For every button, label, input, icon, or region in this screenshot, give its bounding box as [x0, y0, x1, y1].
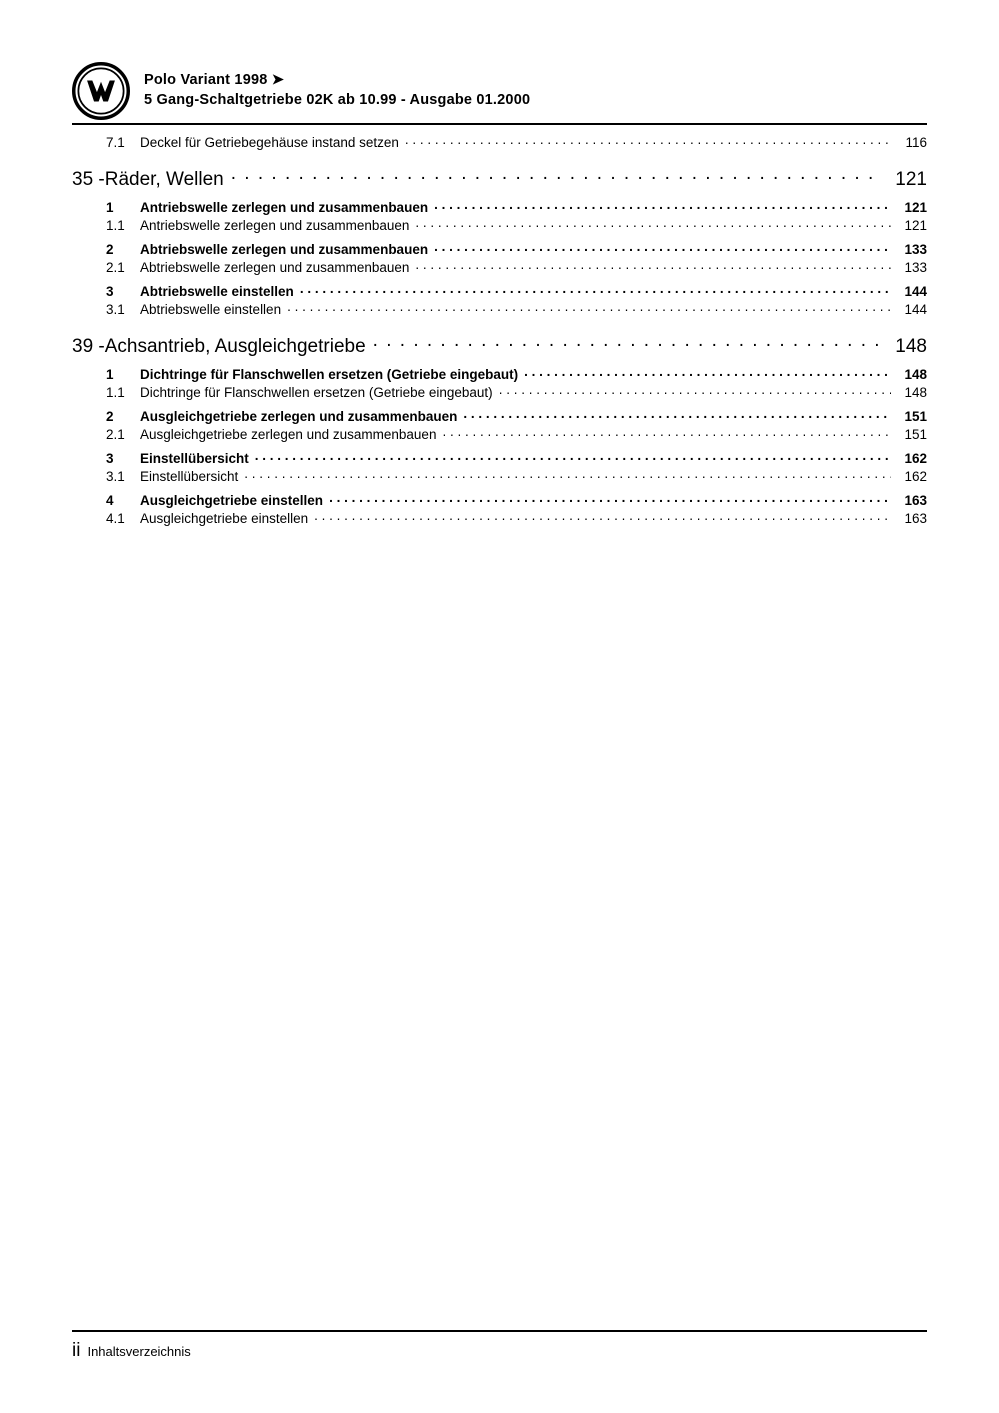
- toc-entry-title: Ausgleichgetriebe einstellen: [140, 493, 324, 508]
- toc-entry[interactable]: [72, 300, 927, 317]
- toc-entry-title: Einstellübersicht: [140, 451, 249, 466]
- toc-entry-page: 121: [895, 168, 927, 190]
- toc-leader-dots: [373, 333, 878, 352]
- toc-entry[interactable]: [72, 133, 927, 150]
- toc-entry-number: 4: [106, 493, 114, 508]
- toc-leader-dots: [287, 300, 891, 314]
- toc-entry-title: Antriebswelle zerlegen und zusammenbauen: [140, 200, 429, 215]
- toc-entry-number: 1: [106, 200, 114, 215]
- toc-entry-number: 2: [106, 242, 114, 257]
- toc-leader-dots: [300, 283, 891, 297]
- toc-entry[interactable]: [72, 283, 927, 300]
- toc-entry[interactable]: [72, 241, 927, 258]
- toc-entry-number: 35 -: [72, 168, 105, 190]
- toc-entry-page: 151: [904, 426, 927, 442]
- toc-entry-number: 2.1: [106, 426, 125, 442]
- toc-entry-title: Ausgleichgetriebe zerlegen und zusammenbauen: [140, 426, 437, 442]
- toc-entry-page: 151: [904, 409, 927, 424]
- toc-entry-number: 2.1: [106, 259, 125, 275]
- toc-entry-page: 116: [905, 134, 927, 150]
- toc-leader-dots: [244, 467, 891, 481]
- toc-chapter-entry[interactable]: [72, 166, 927, 191]
- toc-entry-page: 148: [904, 384, 927, 400]
- header-model-line: Polo Variant 1998 ➤: [144, 72, 285, 88]
- page-header: [72, 62, 927, 122]
- toc-leader-dots: [329, 492, 891, 506]
- toc-entry[interactable]: [72, 216, 927, 233]
- toc-leader-dots: [314, 509, 891, 523]
- toc-entry[interactable]: [72, 383, 927, 400]
- toc-entry-title: Ausgleichgetriebe einstellen: [140, 510, 309, 526]
- footer-page-number: ii: [72, 1340, 81, 1361]
- footer-divider: [72, 1330, 927, 1332]
- toc-entry[interactable]: [72, 425, 927, 442]
- toc-entry-number: 3.1: [106, 301, 125, 317]
- toc-entry[interactable]: [72, 199, 927, 216]
- toc-entry-page: 162: [904, 468, 927, 484]
- toc-entry-title: Deckel für Getriebegehäuse instand setzen: [140, 134, 399, 150]
- toc-entry-number: 1.1: [106, 384, 125, 400]
- toc-entry-page: 163: [904, 510, 927, 526]
- header-divider: [72, 123, 927, 125]
- page-footer: [72, 1340, 191, 1362]
- table-of-contents: [72, 132, 927, 526]
- toc-leader-dots: [499, 383, 891, 397]
- header-subtitle-line: 5 Gang-Schaltgetriebe 02K ab 10.99 - Ausgabe 01.2000: [144, 92, 531, 108]
- toc-entry-page: 144: [904, 301, 927, 317]
- toc-entry-page: 144: [904, 284, 927, 299]
- toc-entry-number: 2: [106, 409, 114, 424]
- toc-entry-page: 148: [904, 367, 927, 382]
- toc-entry-title: Achsantrieb, Ausgleichgetriebe: [104, 335, 366, 357]
- toc-entry[interactable]: [72, 408, 927, 425]
- toc-entry-page: 148: [895, 335, 927, 357]
- toc-entry-number: 1: [106, 367, 114, 382]
- toc-entry-page: 133: [904, 259, 927, 275]
- toc-entry-number: 3: [106, 451, 114, 466]
- toc-entry[interactable]: [72, 492, 927, 509]
- toc-entry-number: 39 -: [72, 335, 105, 357]
- toc-entry[interactable]: [72, 450, 927, 467]
- toc-entry-number: 1.1: [106, 217, 125, 233]
- toc-entry-title: Abtriebswelle zerlegen und zusammenbauen: [140, 259, 410, 275]
- toc-leader-dots: [434, 241, 891, 255]
- toc-entry[interactable]: [72, 509, 927, 526]
- toc-entry-number: 4.1: [106, 510, 125, 526]
- toc-leader-dots: [415, 258, 891, 272]
- vw-logo-icon: [72, 62, 130, 120]
- toc-chapter-entry[interactable]: [72, 333, 927, 358]
- header-title-block: [144, 70, 530, 110]
- toc-entry-title: Abtriebswelle einstellen: [140, 284, 294, 299]
- toc-entry-page: 121: [904, 217, 927, 233]
- toc-entry-title: Ausgleichgetriebe zerlegen und zusammenbauen: [140, 409, 458, 424]
- toc-entry-number: 3.1: [106, 468, 125, 484]
- toc-leader-dots: [524, 366, 891, 380]
- toc-leader-dots: [442, 425, 891, 439]
- toc-entry-title: Dichtringe für Flanschwellen ersetzen (Getriebe eingebaut): [140, 367, 519, 382]
- toc-entry-page: 121: [904, 200, 927, 215]
- toc-leader-dots: [405, 133, 891, 147]
- toc-entry-title: Dichtringe für Flanschwellen ersetzen (Getriebe eingebaut): [140, 384, 493, 400]
- toc-entry-page: 133: [904, 242, 927, 257]
- toc-entry[interactable]: [72, 467, 927, 484]
- toc-entry-title: Abtriebswelle einstellen: [140, 301, 282, 317]
- toc-leader-dots: [434, 199, 891, 213]
- toc-entry-page: 163: [904, 493, 927, 508]
- toc-entry-title: Abtriebswelle zerlegen und zusammenbauen: [140, 242, 429, 257]
- toc-entry-title: Räder, Wellen: [104, 168, 224, 190]
- toc-entry-page: 162: [904, 451, 927, 466]
- footer-section-label: Inhaltsverzeichnis: [87, 1344, 191, 1359]
- toc-entry-title: Antriebswelle zerlegen und zusammenbauen: [140, 217, 410, 233]
- toc-leader-dots: [415, 216, 891, 230]
- toc-leader-dots: [463, 408, 891, 422]
- toc-entry-number: 7.1: [106, 134, 125, 150]
- toc-entry-number: 3: [106, 284, 114, 299]
- toc-entry-title: Einstellübersicht: [140, 468, 239, 484]
- toc-leader-dots: [231, 166, 878, 185]
- toc-entry[interactable]: [72, 258, 927, 275]
- toc-leader-dots: [255, 450, 891, 464]
- toc-entry[interactable]: [72, 366, 927, 383]
